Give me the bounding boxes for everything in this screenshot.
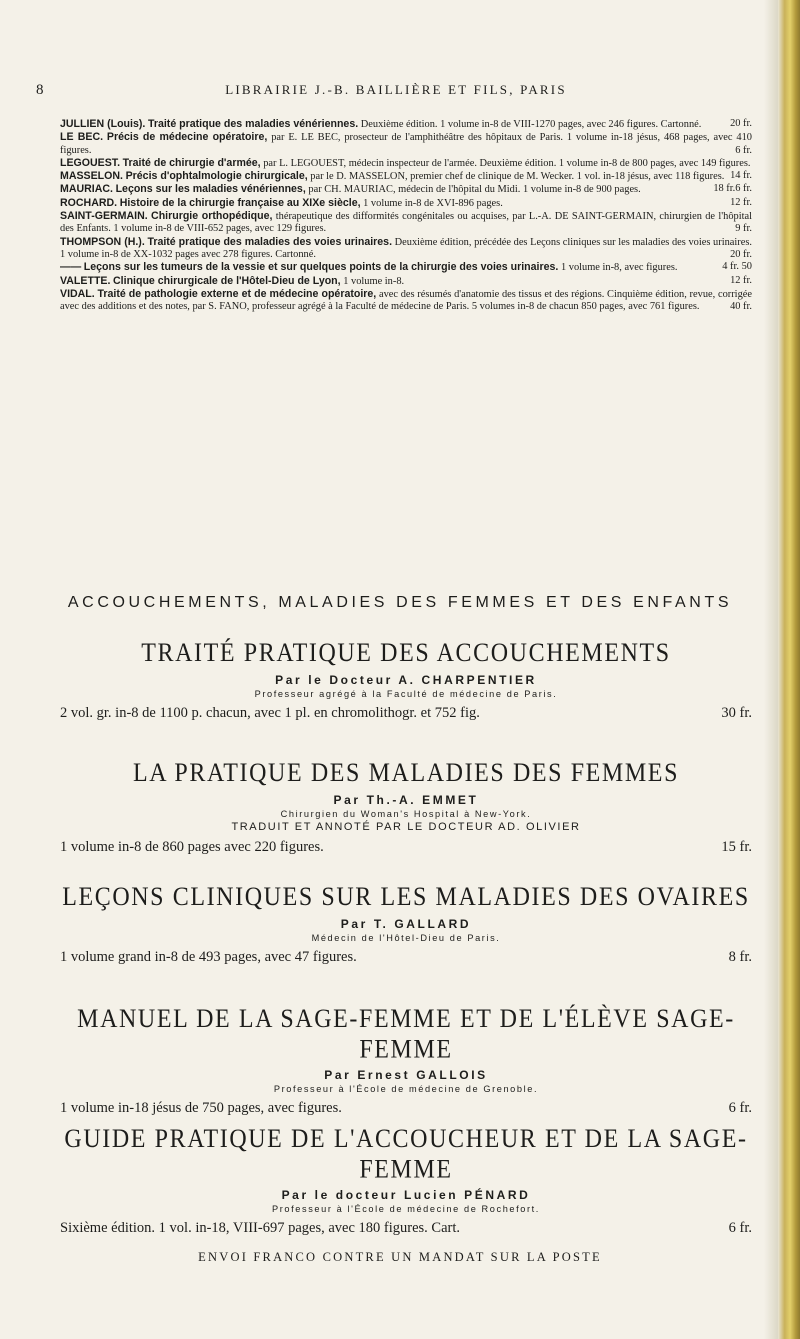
page-fold-shadow xyxy=(764,0,778,1339)
entry-price: 12 fr. xyxy=(730,196,752,208)
entry-title: Traité pratique des maladies vénériennes. xyxy=(147,118,359,130)
book-listing xyxy=(60,1004,752,1117)
book-author-affiliation: Chirurgien du Woman's Hospital à New-York. xyxy=(280,809,532,819)
book-author-affiliation: Professeur à l'École de médecine de Grenoble. xyxy=(273,1084,539,1094)
entry-details: Deuxième édition, précédée des Leçons cliniques sur les maladies des voies urinaires. 1 volume in-8 de XX-1032 pages avec 278 figures. Cartonné. xyxy=(60,236,752,260)
catalog-entry xyxy=(60,131,752,157)
book-price: 30 fr. xyxy=(721,705,752,721)
book-title: TRAITÉ PRATIQUE DES ACCOUCHEMENTS xyxy=(141,638,671,668)
book-author-affiliation: Professeur agrégé à la Faculté de médecine de Paris. xyxy=(254,689,558,699)
book-description xyxy=(60,1100,752,1117)
entry-price: 20 fr. xyxy=(730,248,752,260)
entry-author: THOMPSON (H.). xyxy=(60,235,145,248)
book-description xyxy=(60,705,752,722)
entry-title: Précis de médecine opératoire, xyxy=(106,131,268,144)
shipping-note: ENVOI FRANCO CONTRE UN MANDAT SUR LA POSTE xyxy=(198,1250,602,1264)
book-listing xyxy=(60,884,752,966)
entry-title: Leçons sur les maladies vénériennes, xyxy=(115,183,306,196)
book-listing xyxy=(60,760,752,856)
entry-author: VALETTE. xyxy=(60,274,111,287)
entry-price: 40 fr. xyxy=(730,301,752,313)
entry-author: SAINT-GERMAIN. xyxy=(60,210,148,223)
book-title: LEÇONS CLINIQUES SUR LES MALADIES DES OVAIRES xyxy=(62,882,750,912)
entry-title: Traité de chirurgie d'armée, xyxy=(122,156,261,169)
entry-title: Traité pratique des maladies des voies urinaires. xyxy=(147,235,393,248)
catalog-entry xyxy=(60,236,752,262)
catalog-entry xyxy=(60,288,752,314)
entry-details: thérapeutique des difformités congénitales ou acquises, par L.-A. DE SAINT-GERMAIN, chirurgien de l'hôpital des Enfants. 1 volume in-8 de VIII-652 pages, avec 129 figures. xyxy=(60,211,752,235)
entry-details: 1 volume in-8 de XVI-896 pages. xyxy=(363,197,503,209)
book-description xyxy=(60,1220,752,1237)
binding-edge xyxy=(778,0,800,1339)
page-number: 8 xyxy=(36,82,44,98)
book-details: 1 volume in-18 jésus de 750 pages, avec figures. xyxy=(60,1100,342,1116)
catalog-entry xyxy=(60,210,752,236)
book-details: Sixième édition. 1 vol. in-18, VIII-697 pages, avec 180 figures. Cart. xyxy=(60,1220,461,1236)
book-title: MANUEL DE LA SAGE-FEMME ET DE L'ÉLÈVE SAGE-FEMME xyxy=(77,1004,735,1065)
entry-price: 14 fr. xyxy=(730,170,752,182)
book-details: 1 volume grand in-8 de 493 pages, avec 47 figures. xyxy=(60,949,357,965)
entry-price: 6 fr. xyxy=(735,183,752,195)
book-details: 1 volume in-8 de 860 pages avec 220 figures. xyxy=(60,839,324,855)
catalog-entries xyxy=(60,118,752,313)
page-header xyxy=(36,82,756,102)
entry-title: Traité de pathologie externe et de médecine opératoire, xyxy=(97,287,377,300)
book-listing xyxy=(60,1124,752,1237)
book-price: 15 fr. xyxy=(721,839,752,855)
entry-title: Chirurgie orthopédique, xyxy=(151,210,273,223)
entry-author: ROCHARD. xyxy=(60,196,118,209)
book-author: Par Ernest GALLOIS xyxy=(324,1068,488,1082)
book-description xyxy=(60,839,752,856)
book-author: Par T. GALLARD xyxy=(340,917,472,931)
entry-title: Clinique chirurgicale de l'Hôtel-Dieu de Lyon, xyxy=(113,274,341,287)
running-head: LIBRAIRIE J.-B. BAILLIÈRE ET FILS, PARIS xyxy=(225,82,567,97)
book-description xyxy=(60,949,752,966)
entry-details: par CH. MAURIAC, médecin de l'hôpital du Midi. 1 volume in-8 de 900 pages. xyxy=(308,184,641,196)
entry-price: 12 fr. xyxy=(730,274,752,286)
catalog-entry xyxy=(60,118,752,131)
book-details: 2 vol. gr. in-8 de 1100 p. chacun, avec 1 pl. en chromolithogr. et 752 fig. xyxy=(60,705,480,721)
entry-details: par E. LE BEC, prosecteur de l'amphithéâtre des hôpitaux de Paris. 1 volume in-18 jésus, 468 pages, avec 410 figures. xyxy=(60,132,752,156)
entry-author: MASSELON. xyxy=(60,170,123,183)
book-price: 8 fr. xyxy=(728,949,752,965)
entry-author: LE BEC. xyxy=(60,131,104,144)
book-author: Par le Docteur A. CHARPENTIER xyxy=(275,673,537,687)
entry-details: 1 volume in-8. xyxy=(343,275,405,287)
book-title: GUIDE PRATIQUE DE L'ACCOUCHEUR ET DE LA SAGE-FEMME xyxy=(64,1124,748,1185)
entry-title: Histoire de la chirurgie française au XIXe siècle, xyxy=(119,196,361,209)
entry-details: Deuxième édition. 1 volume in-8 de VIII-1270 pages, avec 246 figures. Cartonné. xyxy=(360,119,702,130)
catalog-entry xyxy=(60,261,752,274)
entry-author: VIDAL. xyxy=(60,287,95,300)
catalog-entry xyxy=(60,183,752,196)
entry-price: 18 fr. xyxy=(713,183,736,195)
catalog-entry xyxy=(60,275,752,288)
entry-details: avec des résumés d'anatomie des tissus et des régions. Cinquième édition, revue, corrigée avec des additions et des notes, par S. FANO, professeur agrégé à la Faculté de médecine de Paris. 5 volumes in-8 de chacun 850 pages, avec 761 figures. xyxy=(60,288,752,313)
entry-author: —— xyxy=(60,261,82,274)
entry-price: 4 fr. 50 xyxy=(722,261,752,273)
book-translator-note: TRADUIT ET ANNOTÉ PAR LE DOCTEUR AD. OLIVIER xyxy=(231,821,581,833)
entry-author: LEGOUEST. xyxy=(60,156,121,169)
entry-author: MAURIAC. xyxy=(60,183,113,196)
book-listing xyxy=(60,640,752,722)
section-title: ACCOUCHEMENTS, MALADIES DES FEMMES ET DES ENFANTS xyxy=(67,594,733,611)
entry-price: 9 fr. xyxy=(735,223,752,235)
entry-details: par le D. MASSELON, premier chef de clinique de M. Wecker. 1 vol. in-18 jésus, avec 118 figures. xyxy=(310,171,725,183)
entry-details: 1 volume in-8, avec figures. xyxy=(560,262,678,274)
entry-price: 6 fr. xyxy=(735,144,752,156)
book-title: LA PRATIQUE DES MALADIES DES FEMMES xyxy=(132,758,680,788)
book-author: Par le docteur Lucien PÉNARD xyxy=(281,1188,531,1202)
book-author-affiliation: Professeur à l'École de médecine de Rochefort. xyxy=(272,1204,540,1214)
entry-price: 20 fr. xyxy=(730,118,752,129)
entry-title: Leçons sur les tumeurs de la vessie et sur quelques points de la chirurgie des voies urinaires. xyxy=(83,261,559,274)
entry-title: Précis d'ophtalmologie chirurgicale, xyxy=(125,170,308,183)
entry-author: JULLIEN (Louis). xyxy=(60,118,146,130)
catalog-entry xyxy=(60,197,752,210)
book-author-affiliation: Médecin de l'Hôtel-Dieu de Paris. xyxy=(311,933,501,943)
entry-details: par L. LEGOUEST, médecin inspecteur de l'armée. Deuxième édition. 1 volume in-8 de 800 pages, avec 149 figures. xyxy=(263,157,751,169)
book-price: 6 fr. xyxy=(728,1220,752,1236)
book-price: 6 fr. xyxy=(728,1100,752,1116)
book-author: Par Th.-A. EMMET xyxy=(333,793,479,807)
